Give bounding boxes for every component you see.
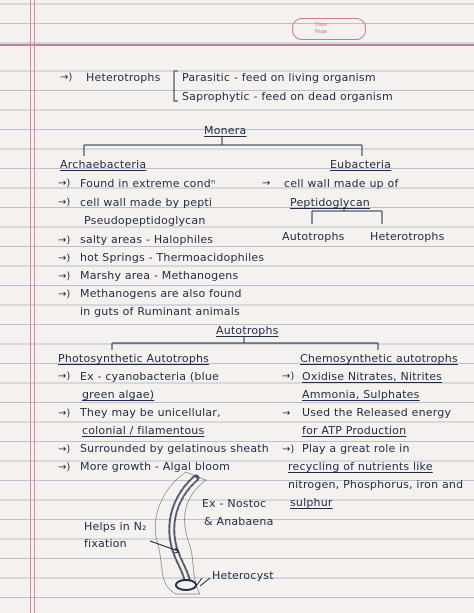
example-nostoc: Ex - Nostoc [202, 497, 267, 510]
photosynthetic-point: colonial / filamentous [82, 424, 205, 437]
helps-label: Helps in N₂ [84, 520, 147, 533]
bullet-arrow-icon: →) [60, 72, 73, 83]
eubacteria-point: Peptidoglycan [290, 196, 370, 209]
archaea-point: hot Springs - Thermoacidophiles [80, 251, 265, 264]
bullet-arrow-icon: →) [58, 444, 71, 455]
archaea-point: Found in extreme condⁿ [80, 177, 216, 190]
bullet-arrow-icon: →) [58, 371, 71, 382]
heterotrophs-label: Heterotrophs [86, 71, 161, 84]
photosynthetic-point: green algae) [82, 388, 155, 401]
heterotrophs-bracket [174, 71, 178, 101]
bullet-arrow-icon: →) [58, 178, 71, 189]
bullet-arrow-icon: → [282, 408, 291, 419]
photosynthetic-point: Surrounded by gelatinous sheath [80, 442, 269, 455]
eubacteria-branch-autotrophs: Autotrophs [282, 230, 345, 243]
eubacteria-branches [312, 207, 382, 224]
eubacteria-point: cell wall made up of [284, 177, 399, 190]
chemosynthetic-point: Oxidise Nitrates, Nitrites [302, 370, 443, 383]
archaea-point: Methanogens are also found [80, 287, 242, 300]
heterocyst-label: Heterocyst [212, 569, 274, 582]
eubacteria-title: Eubacteria [330, 158, 392, 171]
bullet-arrow-icon: → [262, 178, 271, 189]
bullet-arrow-icon: →) [58, 271, 71, 282]
example-anabaena: & Anabaena [204, 515, 274, 528]
archaea-point: cell wall made by pepti [80, 196, 213, 209]
chemosynthetic-point: recycling of nutrients like [288, 460, 433, 473]
fixation-label: fixation [84, 537, 127, 550]
chemosynthetic-point: sulphur [290, 496, 333, 509]
chemosynthetic-title: Chemosynthetic autotrophs [300, 352, 458, 365]
bullet-arrow-icon: →) [58, 408, 71, 419]
stamp-date-label: Date [315, 22, 327, 28]
saprophytic-text: Saprophytic - feed on dead organism [182, 90, 393, 103]
photosynthetic-point: More growth - Algal bloom [80, 460, 231, 473]
chemosynthetic-point: for ATP Production [302, 424, 407, 437]
photosynthetic-title: Photosynthetic Autotrophs [58, 352, 210, 365]
monera-tree [84, 137, 362, 156]
photosynthetic-point: They may be unicellular, [80, 406, 221, 419]
chemosynthetic-point: Ammonia, Sulphates [302, 388, 420, 401]
archaea-point: Marshy area - Methanogens [80, 269, 239, 282]
archaea-point: Pseudopeptidoglycan [84, 214, 206, 227]
bullet-arrow-icon: →) [58, 462, 71, 473]
autotrophs-tree [112, 337, 378, 350]
autotrophs-title: Autotrophs [216, 324, 279, 337]
monera-title: Monera [204, 124, 247, 137]
bullet-arrow-icon: →) [282, 371, 295, 382]
bullet-arrow-icon: →) [58, 253, 71, 264]
eubacteria-branch-heterotrophs: Heterotrophs [370, 230, 445, 243]
bullet-arrow-icon: →) [58, 289, 71, 300]
parasitic-text: Parasitic - feed on living organism [182, 71, 376, 84]
archaebacteria-title: Archaebacteria [60, 158, 147, 171]
stamp-page-label: Page [315, 29, 328, 35]
photosynthetic-point: Ex - cyanobacteria (blue [80, 370, 219, 383]
heterocyst-cell [176, 580, 196, 590]
archaea-point: in guts of Ruminant animals [80, 305, 240, 318]
chemosynthetic-point: Play a great role in [302, 442, 410, 455]
chemosynthetic-point: nitrogen, Phosphorus, iron and [288, 478, 464, 491]
archaea-point: salty areas - Halophiles [80, 233, 214, 246]
bullet-arrow-icon: →) [58, 197, 71, 208]
bullet-arrow-icon: →) [58, 235, 71, 246]
chemosynthetic-point: Used the Released energy [302, 406, 452, 419]
bullet-arrow-icon: →) [282, 444, 295, 455]
